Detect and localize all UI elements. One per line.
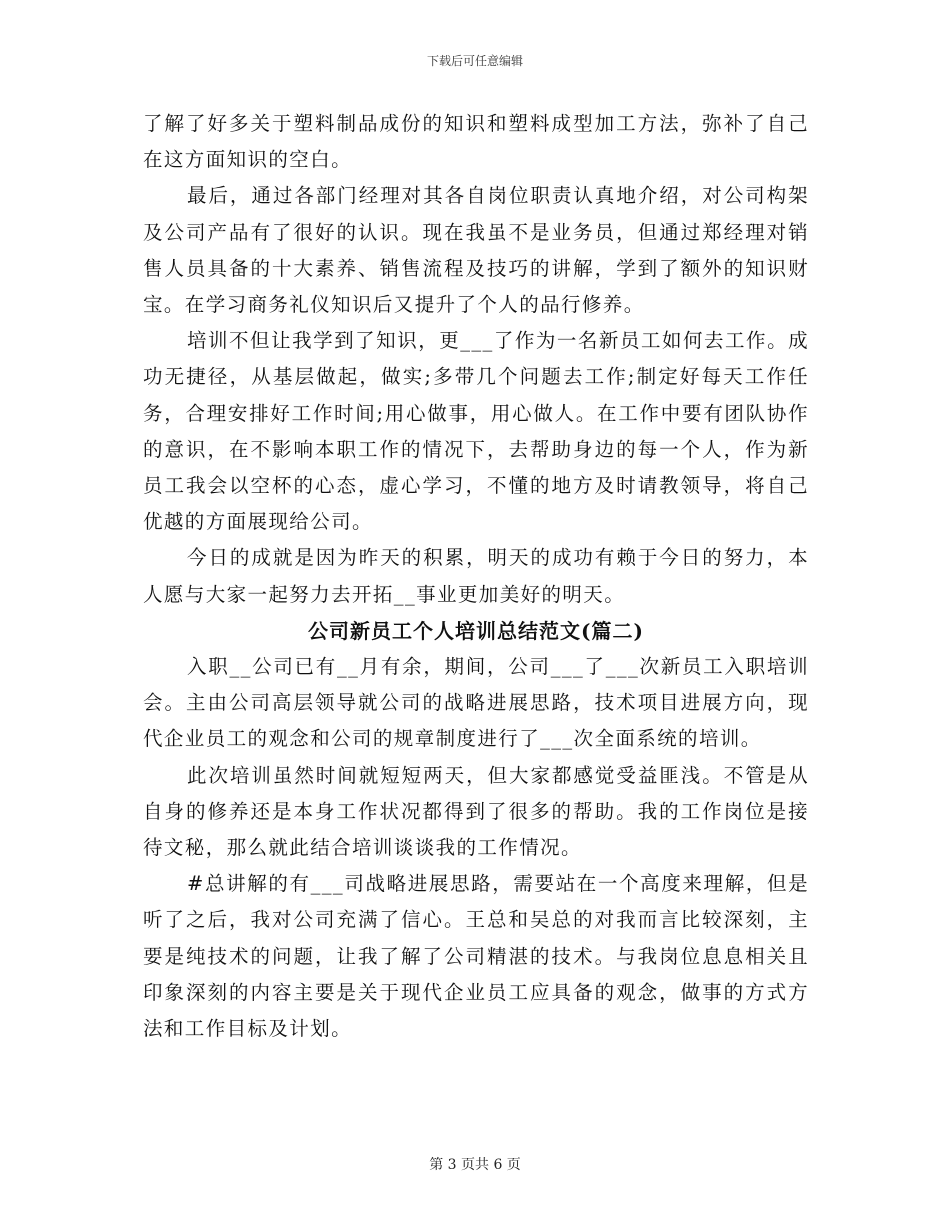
paragraph-training-benefits: 培训不但让我学到了知识，更___了作为一名新员工如何去工作。成功无捷径，从基层做起，做实;多带几个问题去工作;制定好每天工作任务，合理安排好工作时间;用心做事，用心做人。在工作中要有团队协作的意识，在不影响本职工作的情况下，去帮助身边的每一个人，作为新员工我会以空杯的心态，虚心学习，不懂的地方及时请教领导，将自己优越的方面展现给公司。 — [143, 329, 809, 534]
section-title: 公司新员工个人培训总结范文(篇二) — [308, 618, 644, 643]
paragraph-continuation: 了解了好多关于塑料制品成份的知识和塑料成型加工方法，弥补了自己在这方面知识的空白。 — [143, 112, 809, 172]
document-body — [143, 106, 809, 1047]
paragraph-onboarding: 入职__公司已有__月有余，期间，公司___了___次新员工入职培训会。主由公司高层领导就公司的战略进展思路，技术项目进展方向，现代企业员工的观念和公司的规章制度进行了___次全面系统的培训。 — [143, 655, 809, 751]
paragraph-strategy: #总讲解的有___司战略进展思路，需要站在一个高度来理解，但是听了之后，我对公司充满了信心。王总和吴总的对我而言比较深刻，主要是纯技术的问题，让我了解了公司精湛的技术。与我岗位息息相关且印象深刻的内容主要是关于现代企业员工应具备的观念，做事的方式方法和工作目标及计划。 — [143, 872, 809, 1041]
paragraph-department-intro: 最后，通过各部门经理对其各自岗位职责认真地介绍，对公司构架及公司产品有了很好的认识。现在我虽不是业务员，但通过郑经理对销售人员具备的十大素养、销售流程及技巧的讲解，学到了额外的知识财宝。在学习商务礼仪知识后又提升了个人的品行修养。 — [143, 184, 809, 317]
page-number: 第 3 页共 6 页 — [429, 1157, 521, 1173]
paragraph-training-duration: 此次培训虽然时间就短短两天，但大家都感觉受益匪浅。不管是从自身的修养还是本身工作状况都得到了很多的帮助。我的工作岗位是接待文秘，那么就此结合培训谈谈我的工作情况。 — [143, 763, 809, 860]
page-header: 下载后可任意编辑 — [426, 54, 523, 68]
paragraph-conclusion: 今日的成就是因为昨天的积累，明天的成功有赖于今日的努力，本人愿与大家一起努力去开拓__事业更加美好的明天。 — [143, 546, 809, 606]
